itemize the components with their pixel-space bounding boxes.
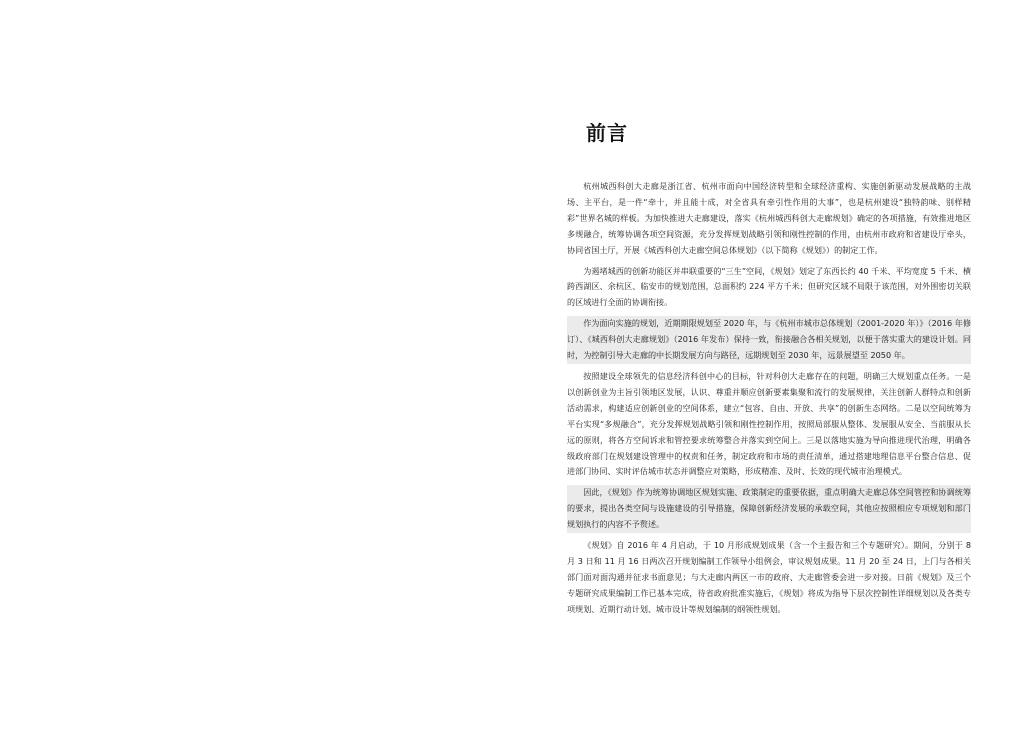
paragraph-planning-scope: 为遏堵城西的创新功能区并串联重要的“三生”空间，《规划》划定了东西长约 40 千米、平均宽度 5 千米、横跨西湖区、余杭区、临安市的规划范围，总面积约 224 平方千米；但研究区域不局限于该范围，对外围密切关联的区域进行全面的协调衔接。 bbox=[567, 265, 971, 308]
paragraph-intro: 杭州城西科创大走廊是浙江省、杭州市面向中国经济转型和全球经济重构、实施创新驱动发展战略的主战场、主平台，是一件“牵十，并且能十成，对全省具有牵引性作用的大事”，也是杭州建设“独特韵味、别样精彩”世界名城的样板。为加快推进大走廊建设，落实《杭州城西科创大走廊规划》确定的各项措施，有效推进地区多规融合，统筹协调各项空间资源，充分发挥规划战略引领和刚性控制的作用，由杭州市政府和省建设厅牵头，协同省国土厅，开展《城西科创大走廊空间总体规划》（以下简称《规划》）的制定工作。 bbox=[567, 181, 971, 255]
page-title: 前言 bbox=[586, 121, 628, 145]
preface-body bbox=[567, 179, 971, 623]
paragraph-planning-role: 因此，《规划》作为统筹协调地区规划实施、政策制定的重要依据，重点明确大走廊总体空间管控和协调统筹的要求，提出各类空间与设施建设的引导措施，保障创新经济发展的承载空间，其他应按照相应专项规划和部门规划执行的内容不予赘述。 bbox=[567, 485, 971, 533]
paragraph-key-tasks: 按照建设全球领先的信息经济科创中心的目标，针对科创大走廊存在的问题，明确三大规划重点任务。一是以创新创业为主旨引领地区发展，认识、尊重并顺应创新要素集聚和流行的发展规律，关注创新人群特点和创新活动需求，构建适应创新创业的空间体系，建立“包容、自由、开放、共享”的创新生态网络。二是以空间统筹为平台实现“多规融合”，充分发挥规划战略引领和刚性控制作用，按照局部服从整体、发展服从安全、当前服从长远的原则，将各方空间诉求和管控要求统筹整合并落实到空间上。三是以落地实施为导向推进现代治理，明确各级政府部门在规划建设管理中的权责和任务，制定政府和市场的责任清单，通过搭建地理信息平台整合信息、促进部门协同、实时评估城市状态并调整应对策略，形成精准、及时、长效的现代城市治理模式。 bbox=[567, 370, 971, 477]
paragraph-planning-period: 作为面向实施的规划，近期期限规划至 2020 年，与《杭州市城市总体规划（2001-2020 年）》（2016 年修订）、《城西科创大走廊规划》（2016 年发布）保持一致，衔接融合各相关规划，以便于落实重大的建设计划。同时，为控制引导大走廊的中长期发展方向与路径，远期规划至 2030 年，远景展望至 2050 年。 bbox=[567, 316, 971, 364]
paragraph-process: 《规划》自 2016 年 4 月启动，于 10 月形成规划成果（含一个主报告和三个专题研究）。期间，分别于 8 月 3 日和 11 月 16 日两次召开规划编制工作领导小组例会，审议规划成果。11 月 20 至 24 日，上门与各相关部门面对面沟通并征求书面意见；与大走廊内两区一市的政府、大走廊管委会进一步对接。日前《规划》及三个专题研究成果编制工作已基本完成，待省政府批准实施后，《规划》将成为指导下层次控制性详细规划以及各类专项规划、近期行动计划、城市设计等规划编制的纲领性规划。 bbox=[567, 540, 971, 614]
